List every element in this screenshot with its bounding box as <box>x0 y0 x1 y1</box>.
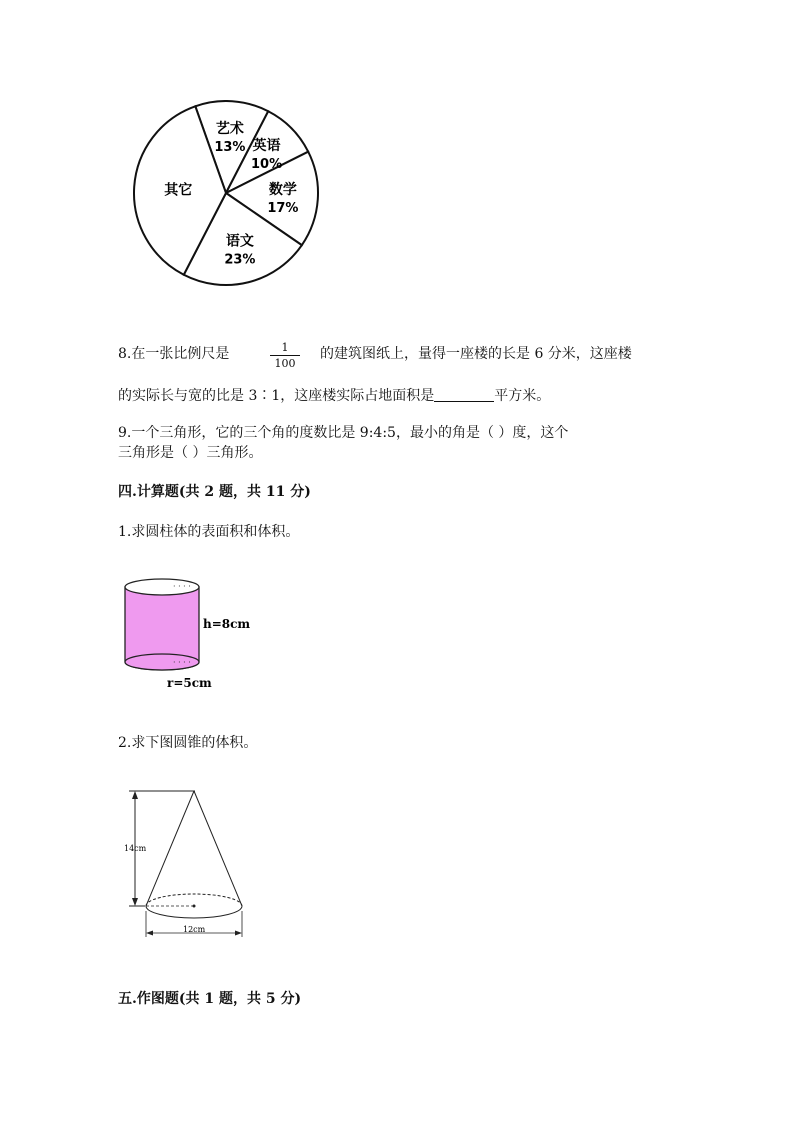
answer-blank[interactable] <box>434 387 494 402</box>
cone-height-label: 14cm <box>124 844 147 853</box>
question-8-line2-post: 平方米。 <box>494 388 551 404</box>
question-8-line2-pre: 的实际长与宽的比是 3∶1，这座楼实际占地面积是 <box>118 388 435 404</box>
pie-slice-percent: 17% <box>267 200 299 216</box>
pie-slice-percent: 10% <box>250 156 283 172</box>
pie-slice-percent: 13% <box>214 140 246 156</box>
pie-slice-name: 艺术 <box>215 121 244 138</box>
cylinder-height-label: h=8cm <box>203 617 251 631</box>
dots-top: · · · · <box>173 582 191 591</box>
question-8-line1-part1: 8.在一张比例尺是 <box>118 346 230 362</box>
question-9-line2: 三角形是（ ）三角形。 <box>118 445 263 461</box>
height-arrow-bottom <box>132 898 138 906</box>
pie-slice-percent: 23% <box>224 252 256 268</box>
pie-slice-name: 其它 <box>164 182 193 199</box>
cone-diameter-label: 12cm <box>183 925 206 934</box>
section-5-title: 五.作图题(共 1 题，共 5 分) <box>118 991 302 1007</box>
cylinder-figure <box>115 575 265 695</box>
cone-base-back <box>146 894 242 906</box>
cone-figure <box>115 785 265 945</box>
question-9-line1: 9.一个三角形，它的三个角的度数比是 9:4:5，最小的角是（ ）度，这个 <box>118 425 569 441</box>
height-arrow-top <box>132 791 138 799</box>
cone-base-front <box>146 906 242 918</box>
pie-slice-name: 英语 <box>252 137 281 154</box>
scale-fraction <box>270 341 300 370</box>
calc-question-2: 2.求下图圆锥的体积。 <box>118 735 258 751</box>
width-arrow-left <box>146 931 153 936</box>
cylinder-radius-label: r=5cm <box>167 676 212 690</box>
width-arrow-right <box>235 931 242 936</box>
pie-chart <box>130 100 330 290</box>
question-8-line2 <box>118 386 550 406</box>
cone-left-side <box>146 791 194 906</box>
fraction-bar <box>270 355 300 356</box>
question-8-line1-part2: 的建筑图纸上，量得一座楼的长是 6 分米，这座楼 <box>320 346 632 362</box>
calc-question-1: 1.求圆柱体的表面积和体积。 <box>118 524 300 540</box>
cone-base-center <box>193 905 196 908</box>
dots-bottom: · · · · <box>173 658 191 667</box>
fraction-denominator: 100 <box>274 357 296 370</box>
fraction-numerator: 1 <box>281 341 289 354</box>
pie-slice-name: 语文 <box>225 233 254 250</box>
cone-right-side <box>194 791 242 906</box>
section-4-title: 四.计算题(共 2 题，共 11 分) <box>118 484 311 500</box>
pie-slice-name: 数学 <box>268 181 297 198</box>
